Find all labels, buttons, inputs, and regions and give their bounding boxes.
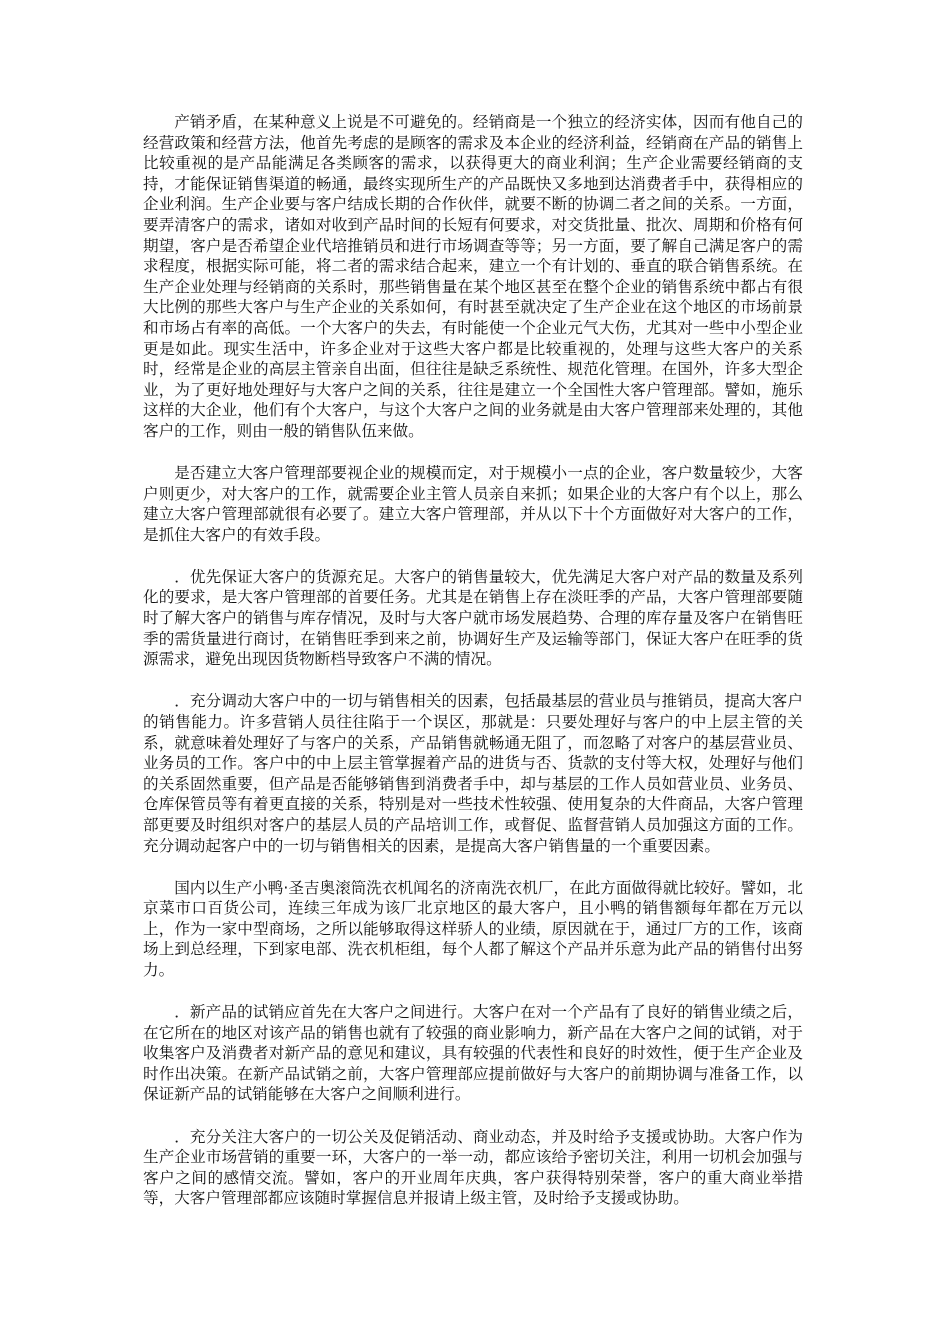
paragraph-intro-dealer-relations: 产销矛盾，在某种意义上说是不可避免的。经销商是一个独立的经济实体，因而有他自己的经营政策和经营方法，他首先考虑的是顾客的需求及本企业的经济利益，经销商在产品的销售上比较重视的是产品能满足各类顾客的需求，以获得更大的商业利润；生产企业需要经销商的支持，才能保证销售渠道的畅通，最终实现所生产的产品既快又多地到达消费者手中，获得相应的企业利润。生产企业要与客户结成长期的合作伙伴，就要不断的协调二者之间的关系。一方面，要弄清客户的需求，诸如对收到产品时间的长短有何要求，对交货批量、批次、周期和价格有何期望，客户是否希望企业代培推销员和进行市场调查等等；另一方面，要了解自己满足客户的需求程度，根据实际可能，将二者的需求结合起来，建立一个有计划的、垂直的联合销售系统。在生产企业处理与经销商的关系时，那些销售量在某个地区甚至在整个企业的销售系统中都占有很大比例的那些大客户与生产企业的关系如何，有时甚至就决定了生产企业在这个地区的市场前景和市场占有率的高低。一个大客户的失去，有时能使一个企业元气大伤，尤其对一些中小型企业更是如此。现实生活中，许多企业对于这些大客户都是比较重视的，处理与这些大客户的关系时，经常是企业的高层主管亲自出面，但往往是缺乏系统性、规范化管理。在国外，许多大型企业，为了更好地处理好与大客户之间的关系，往往是建立一个全国性大客户管理部。譬如，施乐这样的大企业，他们有个大客户，与这个大客户之间的业务就是由大客户管理部来处理的，其他客户的工作，则由一般的销售队伍来做。 [143,113,803,440]
paragraph-case-example: 国内以生产小鸭·圣吉奥滚筒洗衣机闻名的济南洗衣机厂，在此方面做得就比较好。譬如，北京菜市口百货公司，连续三年成为该厂北京地区的最大客户，且小鸭的销售额每年都在万元以上，作为一家中型商场，之所以能够取得这样骄人的业绩，原因就在于，通过厂方的工作，该商场上到总经理，下到家电部、洗衣机柜组，每个人都了解这个产品并乐意为此产品的销售付出努力。 [143,878,803,979]
paragraph-new-product-trial: ．新产品的试销应首先在大客户之间进行。大客户在对一个产品有了良好的销售业绩之后，在它所在的地区对该产品的销售也就有了较强的商业影响力，新产品在大客户之间的试销，对于收集客户及消费者对新产品的意见和建议，具有较强的代表性和良好的时效性，便于生产企业及时作出决策。在新产品试销之前，大客户管理部应提前做好与大客户的前期协调与准备工作，以保证新产品的试销能够在大客户之间顺利进行。 [143,1003,803,1104]
paragraph-pr-promotion: ．充分关注大客户的一切公关及促销活动、商业动态，并及时给予支援或协助。大客户作为生产企业市场营销的重要一环，大客户的一举一动，都应该给予密切关注，利用一切机会加强与客户之间的感情交流。譬如，客户的开业周年庆典，客户获得特别荣誉，客户的重大商业举措等，大客户管理部都应该随时掌握信息并报请上级主管，及时给予支援或协助。 [143,1127,803,1208]
paragraph-sales-factors: ．充分调动大客户中的一切与销售相关的因素，包括最基层的营业员与推销员，提高大客户的销售能力。许多营销人员往往陷于一个误区，那就是：只要处理好与客户的中上层主管的关系，就意味着处理好了与客户的关系，产品销售就畅通无阻了，而忽略了对客户的基层营业员、业务员的工作。客户中的中上层主管掌握着产品的进货与否、货款的支付等大权，处理好与他们的关系固然重要，但产品是否能够销售到消费者手中，却与基层的工作人员如营业员、业务员、仓库保管员等有着更直接的关系，特别是对一些技术性较强、使用复杂的大件商品，大客户管理部更要及时组织对客户的基层人员的产品培训工作，或督促、监督营销人员加强这方面的工作。充分调动起客户中的一切与销售相关的因素，是提高大客户销售量的一个重要因素。 [143,692,803,855]
document-body [143,112,803,1230]
paragraph-key-account-department: 是否建立大客户管理部要视企业的规模而定，对于规模小一点的企业，客户数量较少，大客户则更少，对大客户的工作，就需要企业主管人员亲自来抓；如果企业的大客户有个以上，那么建立大客户管理部就很有必要了。建立大客户管理部，并从以下十个方面做好对大客户的工作，是抓住大客户的有效手段。 [143,464,803,544]
paragraph-supply-priority: ．优先保证大客户的货源充足。大客户的销售量较大，优先满足大客户对产品的数量及系列化的要求，是大客户管理部的首要任务。尤其是在销售上存在淡旺季的产品，大客户管理部要随时了解大客户的销售与库存情况，及时与大客户就市场发展趋势、合理的库存量及客户在销售旺季的需货量进行商讨，在销售旺季到来之前，协调好生产及运输等部门，保证大客户在旺季的货源需求，避免出现因货物断档导致客户不满的情况。 [143,567,803,669]
